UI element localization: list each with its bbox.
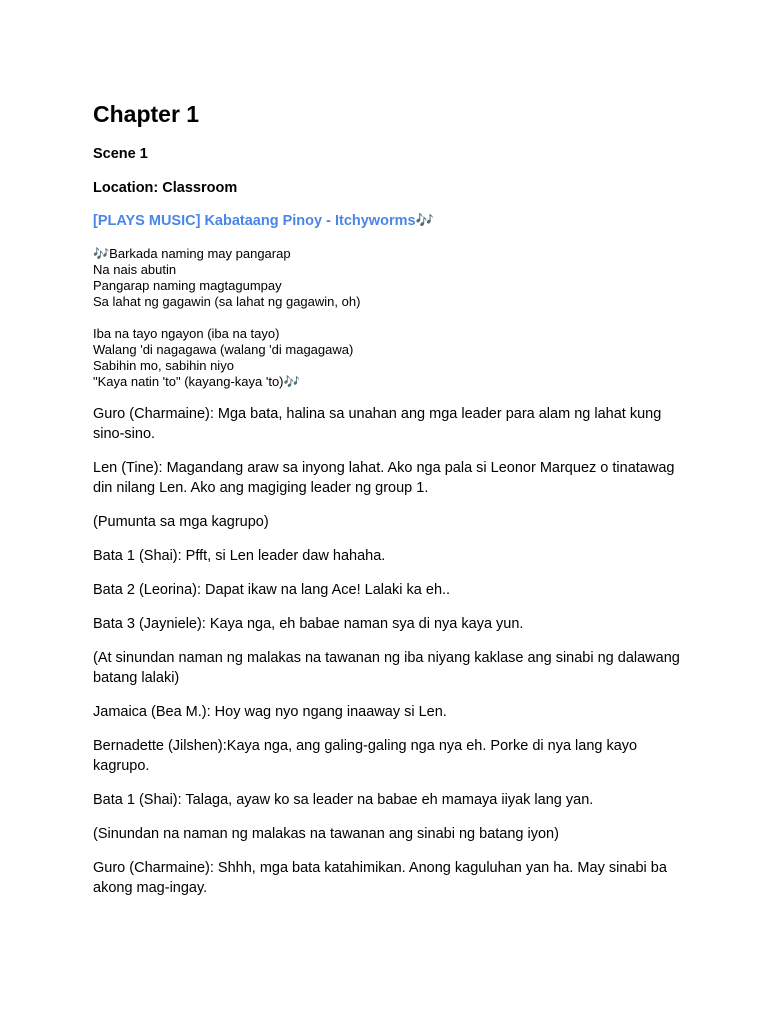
script-line: Bata 1 (Shai): Talaga, ayaw ko sa leader na babae eh mamaya iiyak lang yan. [93, 792, 594, 808]
script-line: Len (Tine): Magandang araw sa inyong lahat. Ako nga pala si Leonor Marquez o tinatawag din nilang Len. Ako ang magiging leader ng group 1. [93, 460, 675, 496]
script-line: Bernadette (Jilshen):Kaya nga, ang galing-galing nga nya eh. Porke di nya lang kayo kagrupo. [93, 738, 638, 774]
lyric-line: Walang 'di nagagawa (walang 'di magagawa) [93, 342, 354, 357]
scene-heading: Scene 1 [93, 146, 148, 162]
script-line: Bata 3 (Jayniele): Kaya nga, eh babae naman sya di nya kaya yun. [93, 616, 524, 632]
lyric-line: 🎶Barkada naming may pangarap [93, 246, 291, 261]
lyrics-stanza-1 [93, 246, 360, 310]
lyric-line: Pangarap naming magtagumpay [93, 278, 282, 293]
script-body [93, 404, 693, 912]
lyric-line: Na nais abutin [93, 262, 177, 277]
lyric-line: "Kaya natin 'to" (kayang-kaya 'to)🎶 [93, 374, 300, 389]
lyric-line: Sa lahat ng gagawin (sa lahat ng gagawin, oh) [93, 294, 361, 309]
script-line: Bata 1 (Shai): Pfft, si Len leader daw hahaha. [93, 548, 386, 564]
location-heading: Location: Classroom [93, 180, 238, 196]
lyric-line: Iba na tayo ngayon (iba na tayo) [93, 326, 280, 341]
script-line: Jamaica (Bea M.): Hoy wag nyo ngang inaaway si Len. [93, 704, 447, 720]
lyrics-stanza-2 [93, 326, 353, 390]
script-line: Guro (Charmaine): Mga bata, halina sa unahan ang mga leader para alam ng lahat kung sino-sino. [93, 406, 662, 442]
music-cue: [PLAYS MUSIC] Kabataang Pinoy - Itchyworms🎶 [93, 213, 434, 229]
stage-direction: (At sinundan naman ng malakas na tawanan ng iba niyang kaklase ang sinabi ng dalawang batang lalaki) [93, 650, 680, 686]
script-line: Bata 2 (Leorina): Dapat ikaw na lang Ace! Lalaki ka eh.. [93, 582, 451, 598]
lyric-line: Sabihin mo, sabihin niyo [93, 358, 234, 373]
chapter-title: Chapter 1 [93, 101, 200, 127]
stage-direction: (Sinundan na naman ng malakas na tawanan ang sinabi ng batang iyon) [93, 826, 559, 842]
stage-direction: (Pumunta sa mga kagrupo) [93, 514, 269, 530]
script-line: Guro (Charmaine): Shhh, mga bata katahimikan. Anong kaguluhan yan ha. May sinabi ba akong mag-ingay. [93, 860, 667, 896]
